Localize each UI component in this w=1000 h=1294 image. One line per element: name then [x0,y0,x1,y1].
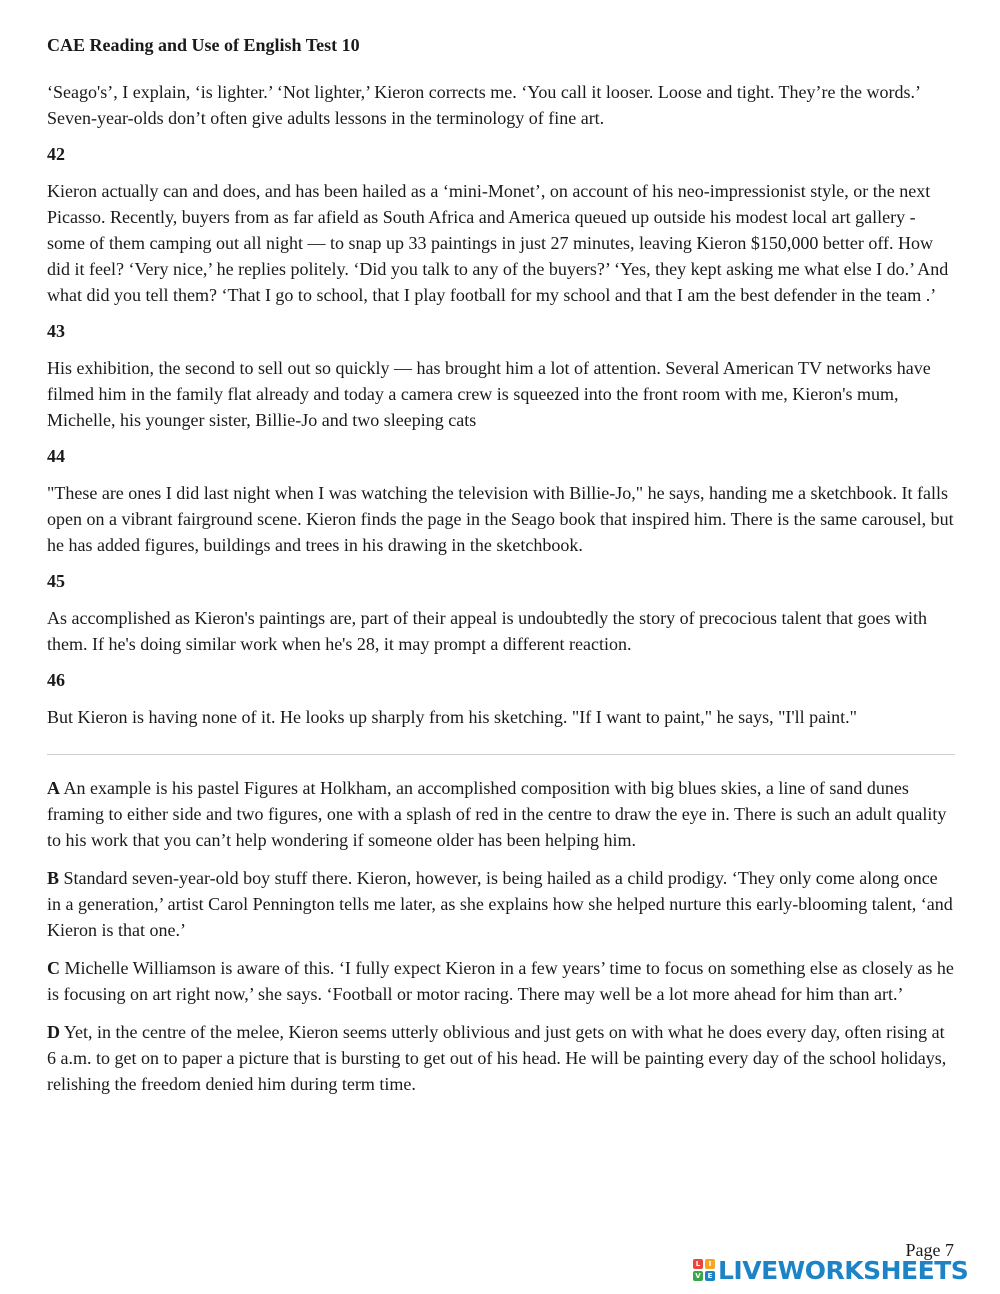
gap-number-44: 44 [47,446,65,466]
logo-tile-1: L [693,1259,703,1269]
option-letter-c: C [47,958,60,978]
answer-options [47,775,955,1097]
liveworksheets-wordmark: LIVEWORKSHEETS [718,1255,969,1285]
gapped-sections [47,142,955,730]
section-divider [47,754,955,755]
option-text-c: Michelle Williamson is aware of this. ‘I fully expect Kieron in a few years’ time to focus on something else as closely as he is focusing on art right now,’ she says. ‘Football or motor racing. There may well be a lot more ahead for him than art.’ [47,958,954,1004]
logo-tile-4: E [705,1271,715,1281]
option-text-b: Standard seven-year-old boy stuff there. Kieron, however, is being hailed as a child prodigy. ‘They only come along once in a generation,’ artist Carol Pennington tells me later, as she explains how she helped nurture this early-blooming talent, ‘and Kieron is that one.’ [47,868,953,940]
gap-number-45: 45 [47,571,65,591]
section-paragraph-42: Kieron actually can and does, and has been hailed as a ‘mini-Monet’, on account of his neo-impressionist style, or the next Picasso. Recently, buyers from as far afield as South Africa and America queued up outside his modest local art gallery - some of them camping out all night — to snap up 33 paintings in just 27 minutes, leaving Kieron $150,000 better off. How did it feel? ‘Very nice,’ he replies politely. ‘Did you talk to any of the buyers?’ ‘Yes, they kept asking me what else I do.’ And what did you tell them? ‘That I go to school, that I play football for my school and that I am the best defender in the team .’ [47,181,949,305]
section-paragraph-43: His exhibition, the second to sell out so quickly — has brought him a lot of attention. Several American TV networks have filmed him in the family flat already and today a camera crew is squeezed into the front room with me, Kieron's mum, Michelle, his younger sister, Billie-Jo and two sleeping cats [47,358,931,430]
liveworksheets-logo-icon [693,1259,715,1281]
section-paragraph-44: "These are ones I did last night when I was watching the television with Billie-Jo," he says, handing me a sketchbook. It falls open on a vibrant fairground scene. Kieron finds the page in the Seago book that inspired him. There is the same carousel, but he has added figures, buildings and trees in his drawing in the sketchbook. [47,483,954,555]
option-c [47,955,955,1007]
option-letter-d: D [47,1022,60,1042]
option-letter-b: B [47,868,60,888]
section-paragraph-45: As accomplished as Kieron's paintings are, part of their appeal is undoubtedly the story of precocious talent that goes with them. If he's doing similar work when he's 28, it may prompt a different reaction. [47,608,928,654]
logo-tile-3: V [693,1271,703,1281]
option-b [47,865,955,943]
option-d [47,1019,955,1097]
liveworksheets-brand[interactable] [693,1255,968,1285]
worksheet-page [47,33,955,1109]
gap-number-46: 46 [47,670,65,690]
option-letter-a: A [47,778,60,798]
section-paragraph-46: But Kieron is having none of it. He looks up sharply from his sketching. "If I want to paint," he says, "I'll paint." [47,707,858,727]
page-title: CAE Reading and Use of English Test 10 [47,35,360,55]
option-a [47,775,955,853]
logo-tile-2: I [705,1259,715,1269]
intro-paragraph: ‘Seago's’, I explain, ‘is lighter.’ ‘Not lighter,’ Kieron corrects me. ‘You call it looser. Loose and tight. They’re the words.’ Seven-year-olds don’t often give adults lessons in the terminology of fine art. [47,82,920,128]
gap-number-43: 43 [47,321,65,341]
option-text-a: An example is his pastel Figures at Holkham, an accomplished composition with big blues skies, a line of sand dunes framing to either side and two figures, one with a splash of red in the centre to draw the eye in. There is such an adult quality to his work that you can’t help wondering if someone older has been helping him. [47,778,947,850]
page-number: Page 7 [905,1240,954,1260]
option-text-d: Yet, in the centre of the melee, Kieron seems utterly oblivious and just gets on with what he does every day, often rising at 6 a.m. to get on to paper a picture that is bursting to get out of his head. He will be painting every day of the school holidays, relishing the freedom denied him during term time. [47,1022,947,1094]
gap-number-42: 42 [47,144,65,164]
